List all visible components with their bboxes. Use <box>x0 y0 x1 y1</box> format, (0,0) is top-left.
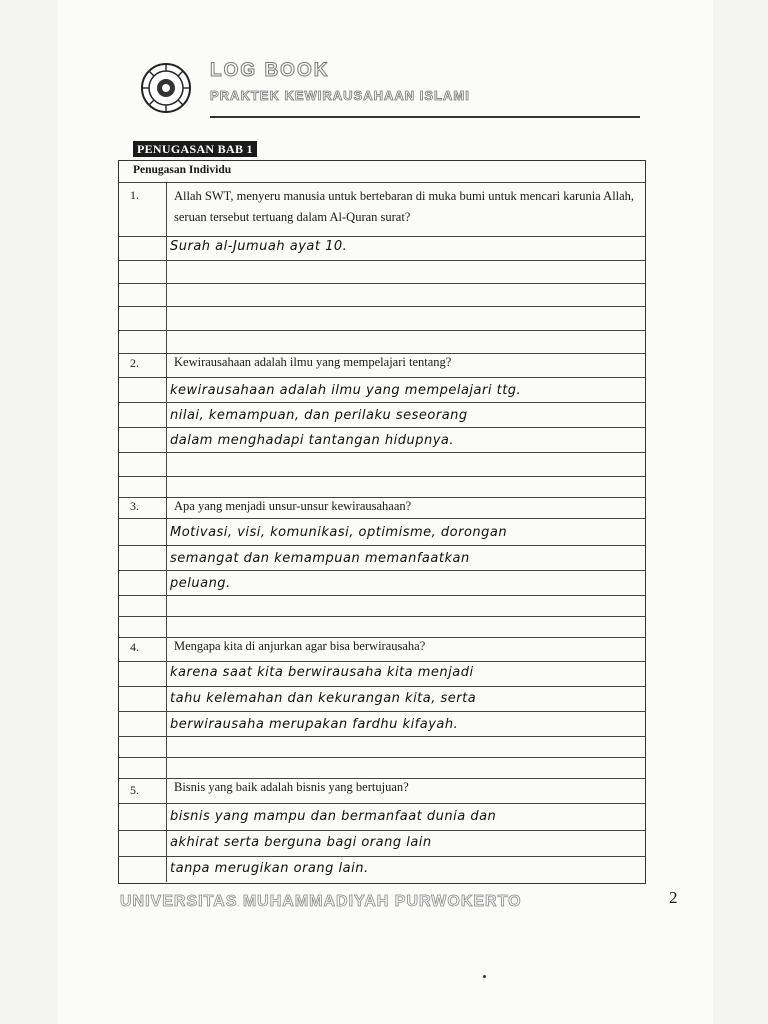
handwritten-answer-line: tahu kelemahan dan kekurangan kita, serta <box>170 691 477 706</box>
university-seal-logo <box>136 62 196 114</box>
question-text: Mengapa kita di anjurkan agar bisa berwirausaha? <box>174 639 426 653</box>
row-line <box>118 616 645 617</box>
question-number: 5. <box>130 783 139 797</box>
handwritten-answer-line: semangat dan kemampuan memanfaatkan <box>170 551 470 566</box>
question-text: Bisnis yang baik adalah bisnis yang bertujuan? <box>174 780 409 794</box>
handwritten-answer-line: Motivasi, visi, komunikasi, optimisme, dorongan <box>170 525 508 540</box>
handwritten-answer-line: nilai, kemampuan, dan perilaku seseorang <box>170 408 468 423</box>
row-line <box>118 757 645 758</box>
row-line <box>118 330 645 331</box>
logbook-subtitle: PRAKTEK KEWIRAUSAHAAN ISLAMI <box>210 88 470 103</box>
row-line <box>118 260 645 261</box>
table-heading: Penugasan Individu <box>133 164 232 176</box>
handwritten-answer-line: tanpa merugikan orang lain. <box>170 861 369 876</box>
logbook-title: LOG BOOK <box>210 60 330 81</box>
university-footer: UNIVERSITAS MUHAMMADIYAH PURWOKERTO <box>120 893 522 910</box>
row-line <box>118 306 645 307</box>
handwritten-answer-line: bisnis yang mampu dan bermanfaat dunia dan <box>170 809 497 824</box>
handwritten-answer-line: peluang. <box>170 576 231 591</box>
page-number: 2 <box>669 888 678 907</box>
question-text: Allah SWT, menyeru manusia untuk bertebaran di muka bumi untuk mencari karunia Allah, seruan tersebut tertuang dalam Al-Quran surat? <box>174 189 635 224</box>
question-text: Apa yang menjadi unsur-unsur kewirausahaan? <box>174 499 412 513</box>
row-line <box>118 476 645 477</box>
row-line <box>118 283 645 284</box>
question-number: 4. <box>130 640 139 654</box>
column-divider <box>166 182 167 882</box>
question-text: Kewirausahaan adalah ilmu yang mempelajari tentang? <box>174 355 452 369</box>
handwritten-answer-line: kewirausahaan adalah ilmu yang mempelajari ttg. <box>170 383 522 398</box>
question-number: 1. <box>130 188 139 202</box>
question-number: 3. <box>130 499 139 513</box>
handwritten-answer-line: Surah al-Jumuah ayat 10. <box>170 239 348 254</box>
section-label: PENUGASAN BAB 1 <box>133 141 257 157</box>
ink-speck <box>483 975 486 978</box>
handwritten-answer-line: berwirausaha merupakan fardhu kifayah. <box>170 717 459 732</box>
question-number: 2. <box>130 356 139 370</box>
handwritten-answer-line: dalam menghadapi tantangan hidupnya. <box>170 433 454 448</box>
handwritten-answer-line: karena saat kita berwirausaha kita menjadi <box>170 665 474 680</box>
row-line <box>118 182 645 183</box>
header-divider <box>210 116 640 118</box>
handwritten-answer-line: akhirat serta berguna bagi orang lain <box>170 835 432 850</box>
